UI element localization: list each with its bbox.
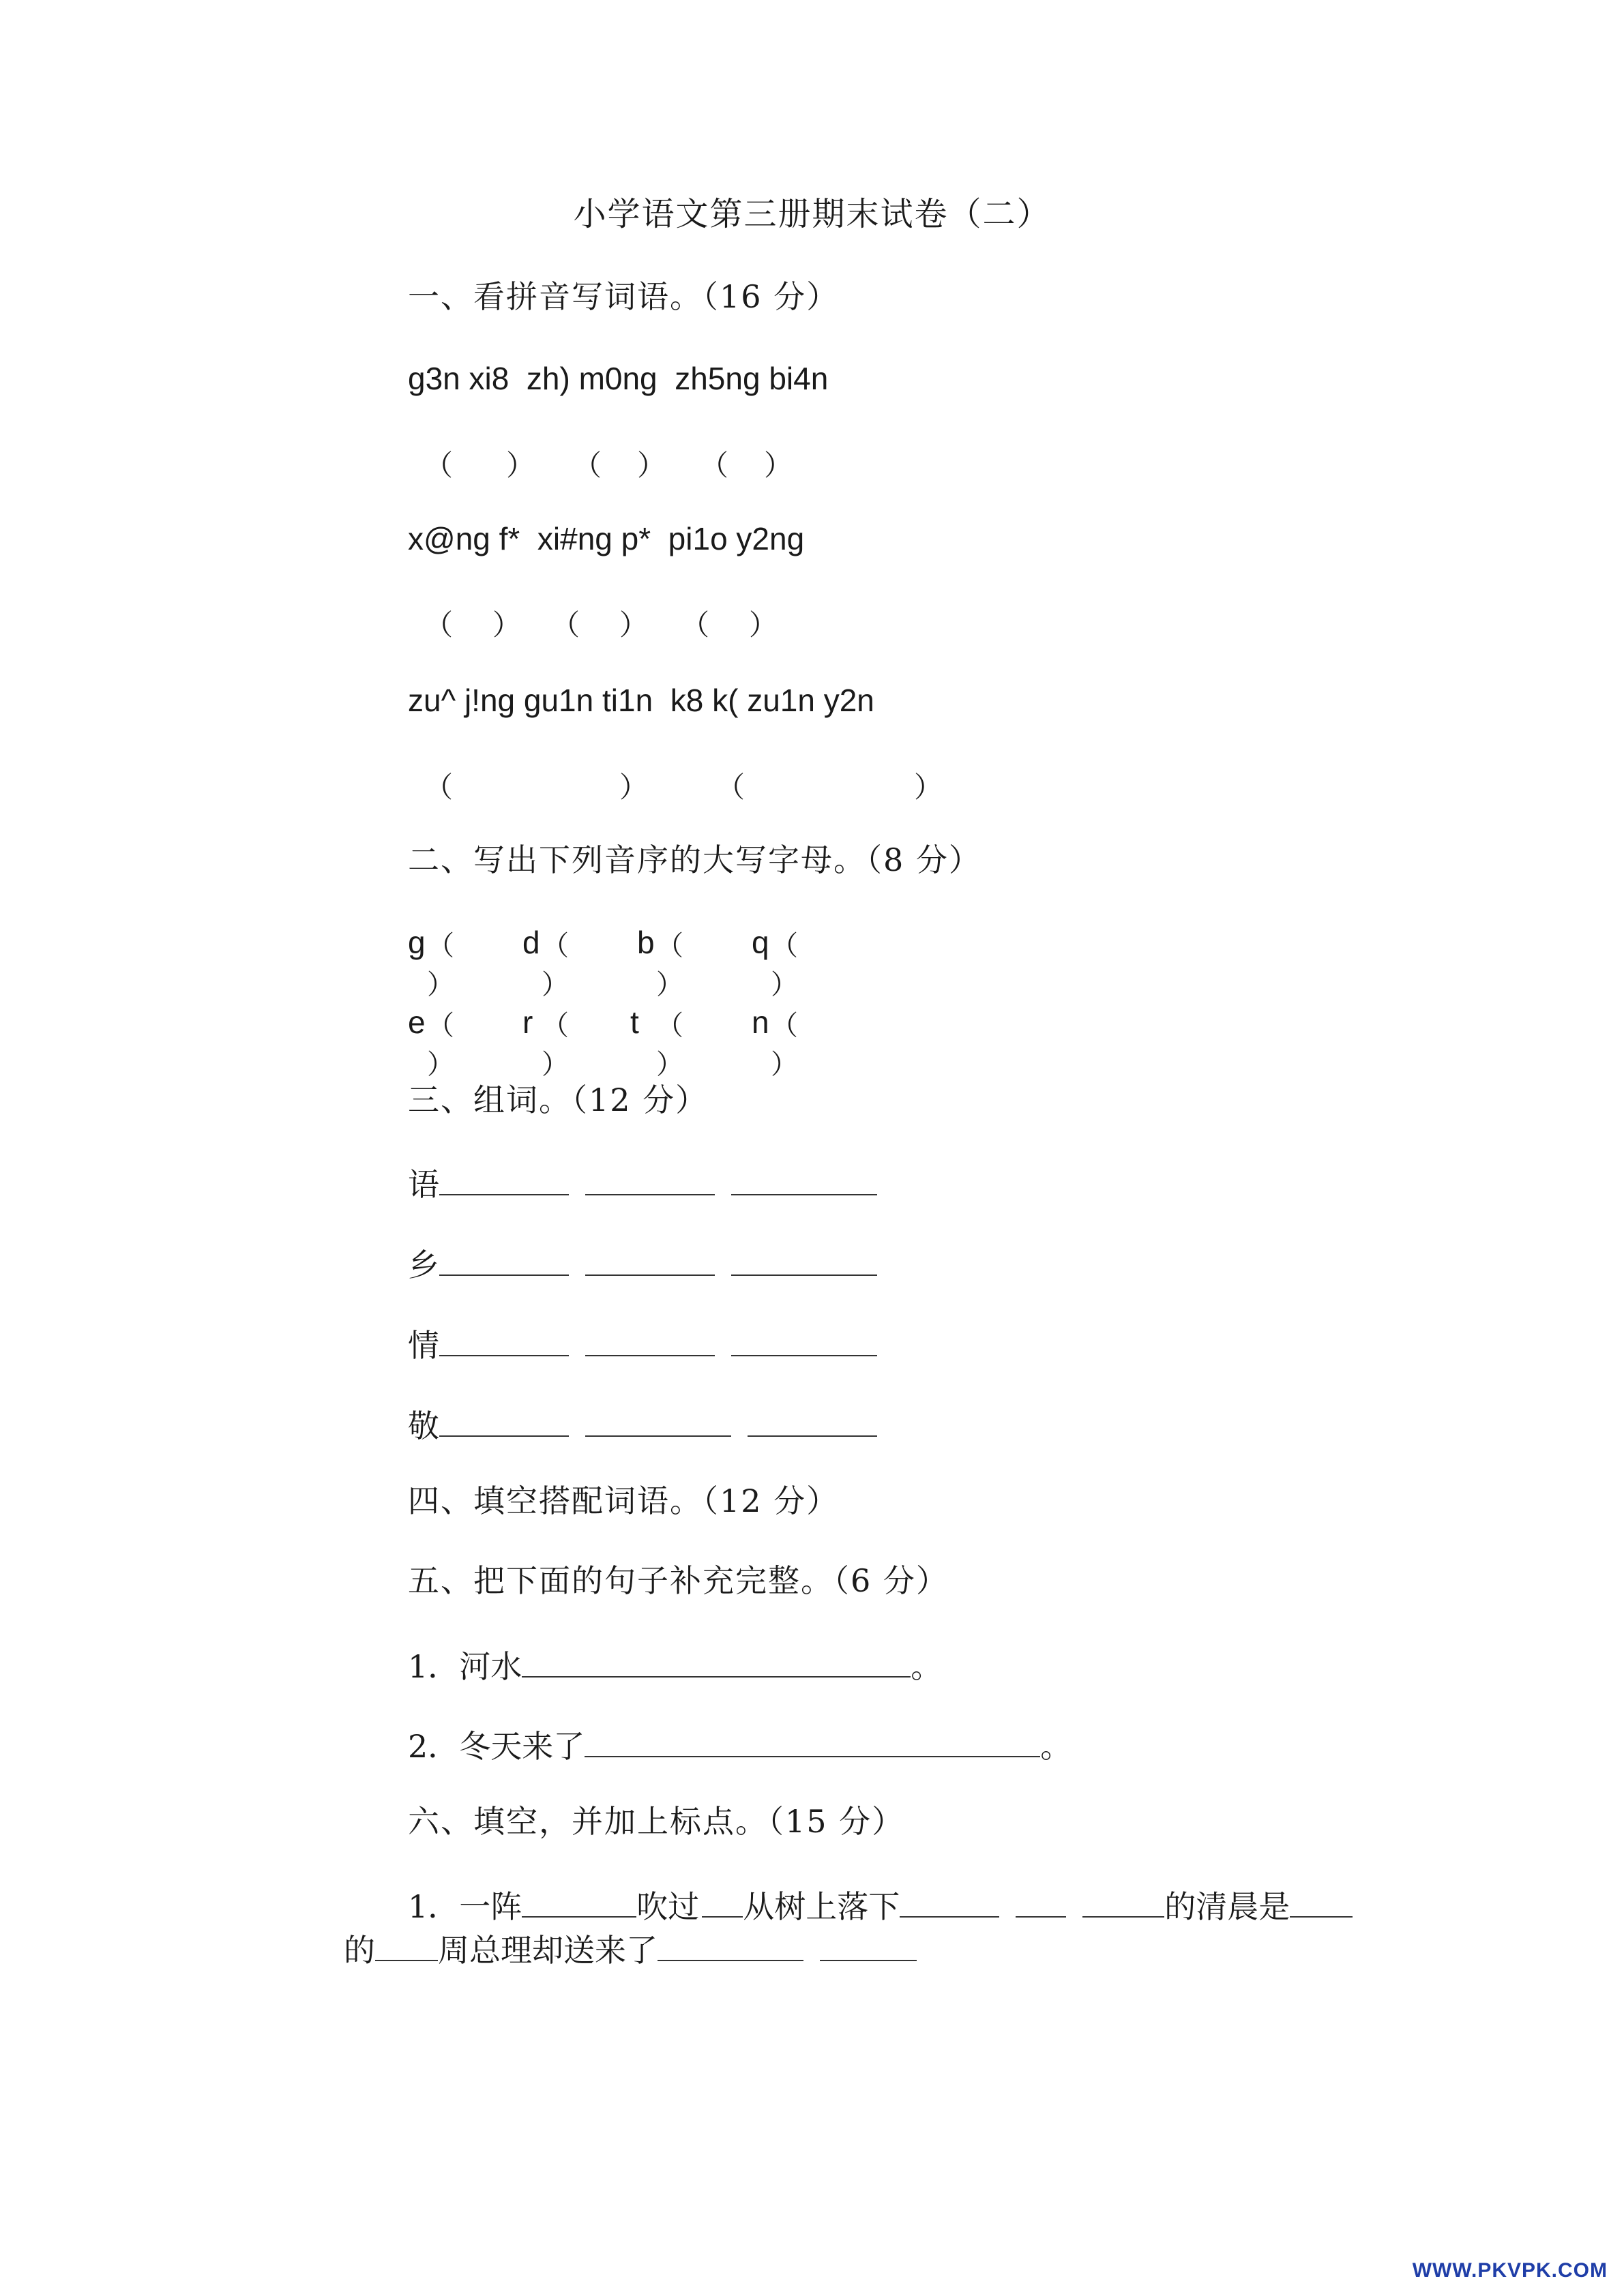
word-char: 敬 [408,1407,439,1444]
blank[interactable] [522,1646,911,1678]
footer-watermark: WWW.PKVPK.COM [1412,2259,1608,2282]
blank[interactable] [585,1244,715,1276]
blank[interactable] [585,1325,715,1356]
section4-heading: 四、填空搭配词语。（12 分） [408,1482,840,1519]
section3-heading: 三、组词。（12 分） [408,1082,709,1118]
section2-heading: 二、写出下列音序的大写字母。（8 分） [408,841,981,878]
blank[interactable] [585,1164,715,1195]
fill-line-1: 1．一阵 吹过 从树上落下 的清晨是 [408,1886,1353,1922]
letter: n [752,1004,769,1040]
blank[interactable] [439,1164,569,1195]
letter: e [408,1004,426,1040]
blank[interactable] [702,1886,743,1918]
letter: q [752,925,769,960]
section5-heading: 五、把下面的句子补充完整。（6 分） [408,1562,949,1599]
blank[interactable] [439,1244,569,1276]
pinyin-row-2: x@ng f* xi#ng p* pi1o y2ng [408,521,805,556]
blank[interactable] [439,1325,569,1356]
letter: b [637,925,655,960]
blank[interactable] [585,1726,1040,1757]
sentence-item-1: 1．河水 。 [408,1646,942,1682]
fill-line-2: 的 周总理却送来了 [344,1930,917,1966]
section6-heading: 六、填空，并加上标点。（15 分） [408,1803,905,1840]
pinyin-row-3: zu^ j!ng gu1n ti1n k8 k( zu1n y2n [408,683,874,718]
blank[interactable] [731,1325,877,1356]
section1-heading: 一、看拼音写词语。（16 分） [408,278,840,315]
word-row [408,1244,877,1281]
exam-page: 小学语文第三册期末试卷（二） 一、看拼音写词语。（16 分） g3n xi8 zh) m0ng zh5ng bi4n （ ） （ ） （ ） x@ng f* xi#ng p* pi1o y2ng （ ） （ ） （ ） zu^ j!ng gu1n ti1n k8 k( zu1n y2n （ ） （ ） 二、写出下列音序的大写字母。（8 分） g （ ） d （ ） b （ ） q （ ） e （ ） r （ ） t （ ） n （ ） 三、组词。（12 分） 语 乡 情 敬 四、填空搭配词语。（12 分） 五、把下面的句子补充完整。（6 分） 1．河水 。 2．冬天来了 。 六、填空，并加上标点。（15 分） 1．一阵 吹过 从树上落下 的清晨是 的 周总理却送来了 WWW.PKVPK.COM [0,0,1624,2296]
blank[interactable] [731,1244,877,1276]
word-char: 语 [408,1166,439,1203]
blank[interactable] [820,1930,917,1961]
blank[interactable] [1290,1886,1353,1918]
word-row [408,1405,877,1442]
blank[interactable] [658,1930,803,1961]
sentence-item-2: 2．冬天来了 。 [408,1726,1072,1762]
letter: g [408,925,426,960]
letter: d [522,925,540,960]
letter: t [630,1004,639,1040]
blank[interactable] [585,1405,731,1437]
blank[interactable] [375,1930,438,1961]
blank[interactable] [439,1405,569,1437]
pinyin-row-1: g3n xi8 zh) m0ng zh5ng bi4n [408,361,829,396]
blank[interactable] [522,1886,636,1918]
word-char: 乡 [408,1247,439,1283]
blank[interactable] [748,1405,877,1437]
word-row [408,1164,877,1203]
letter: r [522,1004,533,1040]
blank[interactable] [900,1886,999,1918]
page-title: 小学语文第三册期末试卷（二） [573,195,1051,233]
blank[interactable] [1016,1886,1066,1918]
blank[interactable] [1082,1886,1164,1918]
word-row [408,1325,877,1364]
blank[interactable] [731,1164,877,1195]
word-char: 情 [408,1327,439,1364]
